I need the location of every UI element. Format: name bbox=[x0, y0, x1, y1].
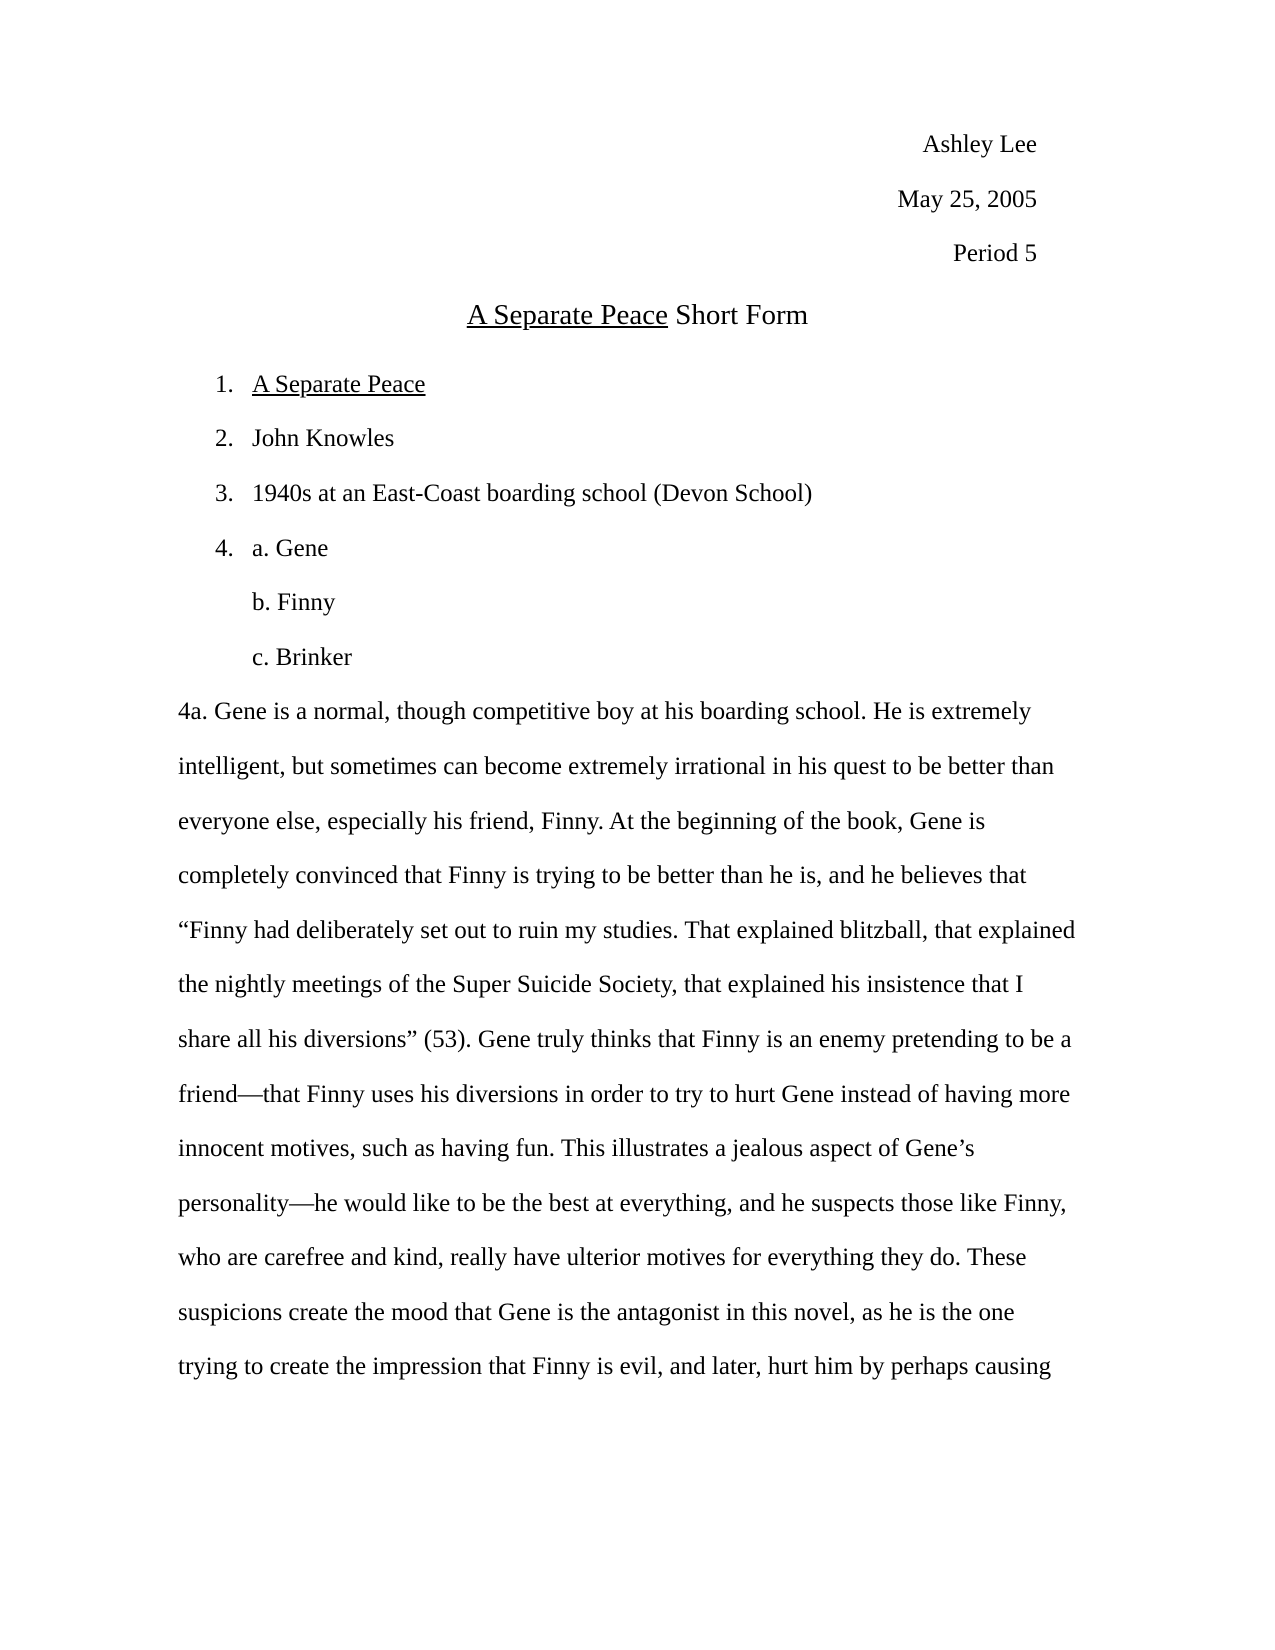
list-item-text: b. Finny bbox=[252, 589, 336, 617]
list-marker: 3. bbox=[215, 479, 234, 507]
body-paragraph bbox=[0, 685, 1275, 1395]
body-line: innocent motives, such as having fun. This illustrates a jealous aspect of Gene’s bbox=[178, 1135, 975, 1163]
body-line: “Finny had deliberately set out to ruin my studies. That explained blitzball, that explained bbox=[178, 916, 1076, 944]
page-title bbox=[0, 286, 1275, 344]
list-item-4a bbox=[215, 522, 1275, 577]
list-marker: 1. bbox=[215, 370, 234, 398]
body-line: share all his diversions” (53). Gene truly thinks that Finny is an enemy pretending to be a bbox=[178, 1025, 1072, 1053]
body-line: personality—he would like to be the best at everything, and he suspects those like Finny, bbox=[178, 1189, 1067, 1217]
document-header bbox=[0, 0, 1275, 282]
list-item-text: A Separate Peace bbox=[252, 370, 426, 398]
document-date: May 25, 2005 bbox=[897, 185, 1037, 213]
body-line: intelligent, but sometimes can become extremely irrational in his quest to be better than bbox=[178, 752, 1055, 780]
list-marker: 2. bbox=[215, 425, 234, 453]
page-title-book-name: A Separate Peace bbox=[466, 298, 669, 331]
list-item-2 bbox=[215, 412, 1275, 467]
body-line: 4a. Gene is a normal, though competitive boy at his boarding school. He is extremely bbox=[178, 698, 1032, 726]
body-line: everyone else, especially his friend, Finny. At the beginning of the book, Gene is bbox=[178, 807, 986, 835]
list-item-4b bbox=[215, 576, 1275, 631]
body-line: the nightly meetings of the Super Suicide Society, that explained his insistence that I bbox=[178, 971, 1024, 999]
body-line: friend—that Finny uses his diversions in order to try to hurt Gene instead of having more bbox=[178, 1080, 1071, 1108]
body-line: suspicions create the mood that Gene is the antagonist in this novel, as he is the one bbox=[178, 1298, 1015, 1326]
page-title-suffix: Short Form bbox=[668, 298, 809, 331]
list-item-text: c. Brinker bbox=[252, 643, 352, 671]
list-item-3 bbox=[215, 467, 1275, 522]
list-marker: 4. bbox=[215, 534, 234, 562]
body-line: who are carefree and kind, really have ulterior motives for everything they do. These bbox=[178, 1244, 1027, 1272]
list-item-text: 1940s at an East-Coast boarding school (Devon School) bbox=[252, 479, 813, 507]
list-item-4c bbox=[215, 631, 1275, 686]
class-period: Period 5 bbox=[952, 240, 1037, 268]
list-item-1 bbox=[215, 358, 1275, 413]
body-line: trying to create the impression that Finny is evil, and later, hurt him by perhaps causing bbox=[178, 1353, 1052, 1381]
author-name: Ashley Lee bbox=[922, 131, 1037, 158]
body-line: completely convinced that Finny is trying to be better than he is, and he believes that bbox=[178, 862, 1027, 890]
list-item-text: a. Gene bbox=[252, 534, 329, 562]
short-form-list bbox=[0, 358, 1275, 686]
list-item-text: John Knowles bbox=[252, 425, 395, 453]
